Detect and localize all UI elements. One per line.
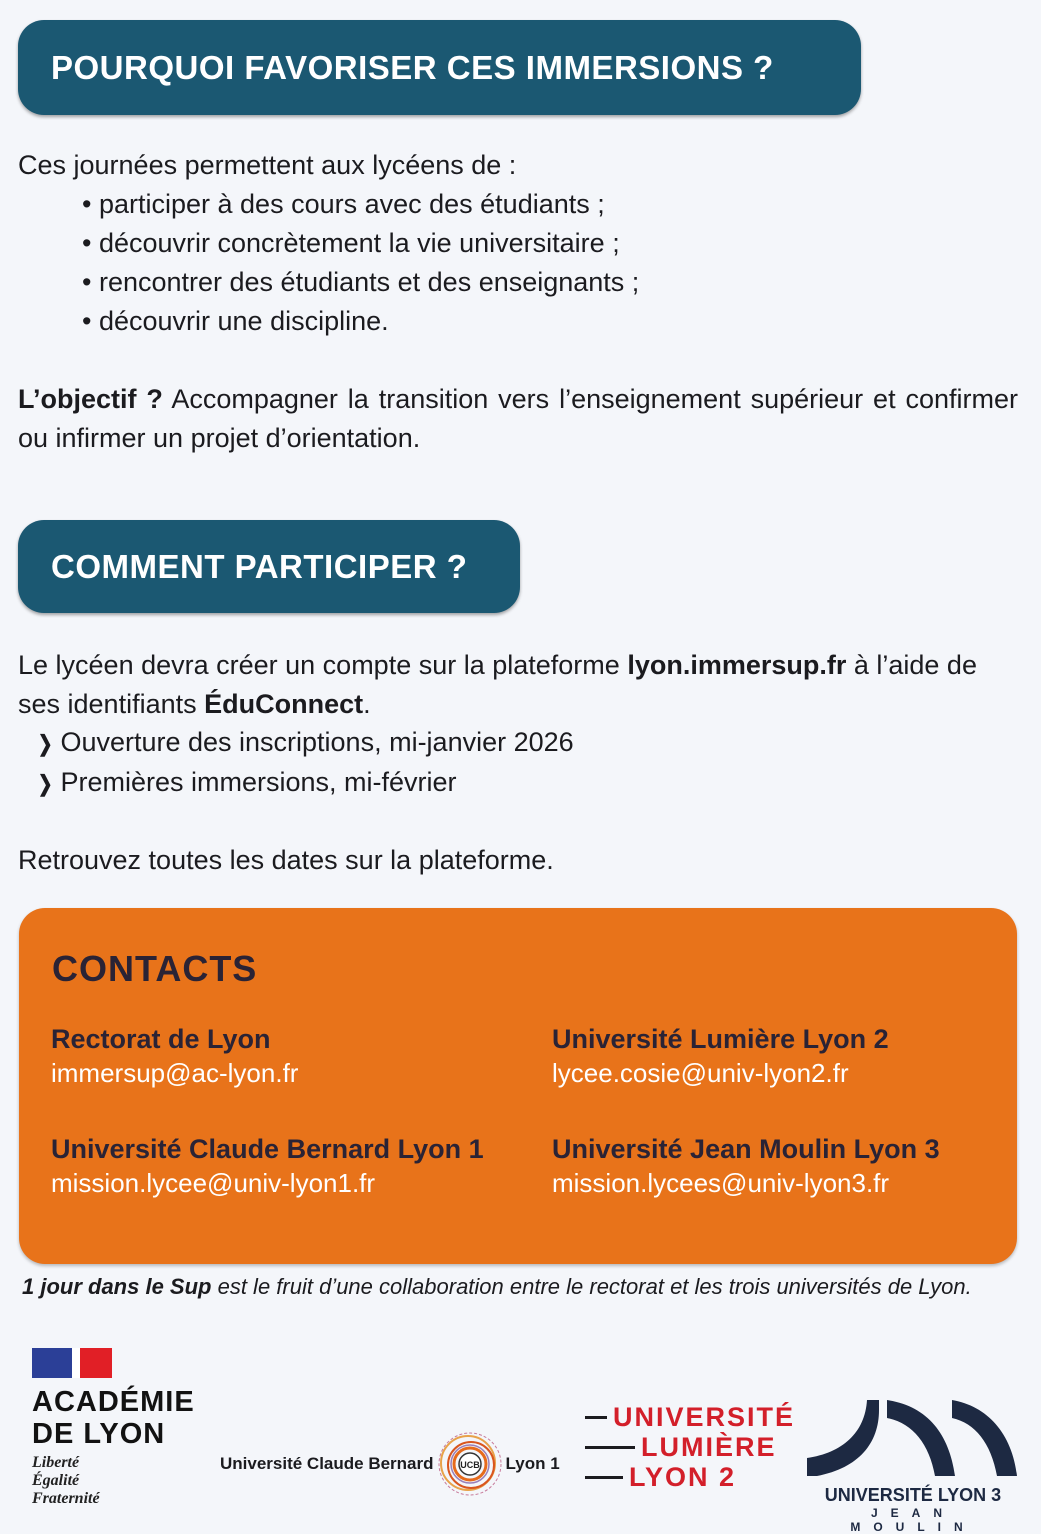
academie-name [32, 1386, 195, 1450]
ucbl-mark: UCB [459, 1460, 480, 1470]
lyon3-name: UNIVERSITÉ LYON 3 [824, 1485, 1002, 1505]
motto-line: Égalité [32, 1472, 80, 1489]
academie-line2: DE LYON [32, 1418, 166, 1450]
step-text: Ouverture des inscriptions, mi-janvier 2026 [60, 727, 574, 757]
intro-text: Ces journées permettent aux lycéens de : [18, 150, 517, 180]
benefit-item: • rencontrer des étudiants et des enseignants ; [82, 263, 639, 302]
contact-org: Université Claude Bernard Lyon 1 [51, 1134, 484, 1164]
participate-text-1: Le lycéen devra créer un compte sur la plateforme [18, 650, 628, 680]
step-text: Premières immersions, mi-février [60, 767, 457, 797]
contacts-box [19, 908, 1017, 1264]
steps-list [36, 723, 574, 803]
chevron-right-icon: ❯ [37, 771, 53, 796]
ucbl-lyon1-logo [220, 1430, 560, 1498]
contact-card [552, 1022, 889, 1090]
benefit-item: • découvrir une discipline. [82, 302, 639, 341]
participate-paragraph [18, 646, 998, 724]
contact-email[interactable]: lycee.cosie@univ-lyon2.fr [552, 1058, 849, 1088]
lyon2-logo [585, 1402, 795, 1492]
contact-email[interactable]: mission.lycee@univ-lyon1.fr [51, 1168, 376, 1198]
objective-label: L’objectif ? [18, 384, 163, 414]
section-heading-why [18, 20, 861, 115]
step-item [36, 763, 574, 803]
lyon2-line: UNIVERSITÉ [613, 1402, 796, 1432]
contact-card [51, 1022, 298, 1090]
collaboration-note [22, 1274, 972, 1300]
brand-name: 1 jour dans le Sup [22, 1274, 212, 1299]
participate-text-2: à l’aide de ses identifiants [18, 650, 977, 719]
contact-email[interactable]: immersup@ac-lyon.fr [51, 1058, 299, 1088]
contact-card [552, 1132, 940, 1200]
academie-lyon-logo [32, 1348, 195, 1508]
contact-org: Université Jean Moulin Lyon 3 [552, 1134, 940, 1164]
motto-line: Liberté [32, 1454, 80, 1471]
objective-text: Accompagner la transition vers l’enseignement supérieur et confirmer ou infirmer un projet d’orientation. [18, 384, 1018, 453]
collaboration-text: est le fruit d’une collaboration entre le rectorat et les trois universités de Lyon. [211, 1274, 972, 1299]
step-item [36, 723, 574, 763]
objective-paragraph [18, 380, 1018, 458]
chevron-right-icon: ❯ [37, 731, 53, 756]
contact-card [51, 1132, 484, 1200]
platform-link[interactable]: lyon.immersup.fr [627, 650, 847, 680]
academie-line1: ACADÉMIE [32, 1386, 195, 1418]
contacts-title: CONTACTS [52, 948, 258, 989]
ucbl-name-right: Lyon 1 [505, 1454, 560, 1473]
contact-org: Rectorat de Lyon [51, 1024, 271, 1054]
marianne-flag-icon [32, 1348, 112, 1378]
contact-email[interactable]: mission.lycees@univ-lyon3.fr [552, 1168, 890, 1198]
section-heading-how-text: COMMENT PARTICIPER ? [51, 547, 468, 585]
ucbl-circles-icon [436, 1430, 504, 1498]
dates-note: Retrouvez toutes les dates sur la plateforme. [18, 845, 554, 875]
benefit-item: • participer à des cours avec des étudiants ; [82, 185, 639, 224]
lyon2-line: LUMIÈRE [641, 1432, 777, 1462]
section-heading-how [18, 520, 520, 613]
lyon3-arches-icon [807, 1398, 1019, 1478]
contact-org: Université Lumière Lyon 2 [552, 1024, 889, 1054]
benefits-list [82, 185, 639, 341]
educonnect-label: ÉduConnect [204, 689, 364, 719]
benefit-item: • découvrir concrètement la vie universitaire ; [82, 224, 639, 263]
republic-motto [32, 1454, 195, 1508]
participate-text-3: . [363, 689, 371, 719]
motto-line: Fraternité [32, 1490, 100, 1507]
lyon3-logo [807, 1398, 1019, 1534]
section-heading-why-text: POURQUOI FAVORISER CES IMMERSIONS ? [51, 48, 774, 86]
lyon2-line: LYON 2 [629, 1462, 737, 1492]
ucbl-name-left: Université Claude Bernard [220, 1454, 434, 1473]
lyon3-subtitle: JEAN MOULIN [850, 1506, 976, 1534]
